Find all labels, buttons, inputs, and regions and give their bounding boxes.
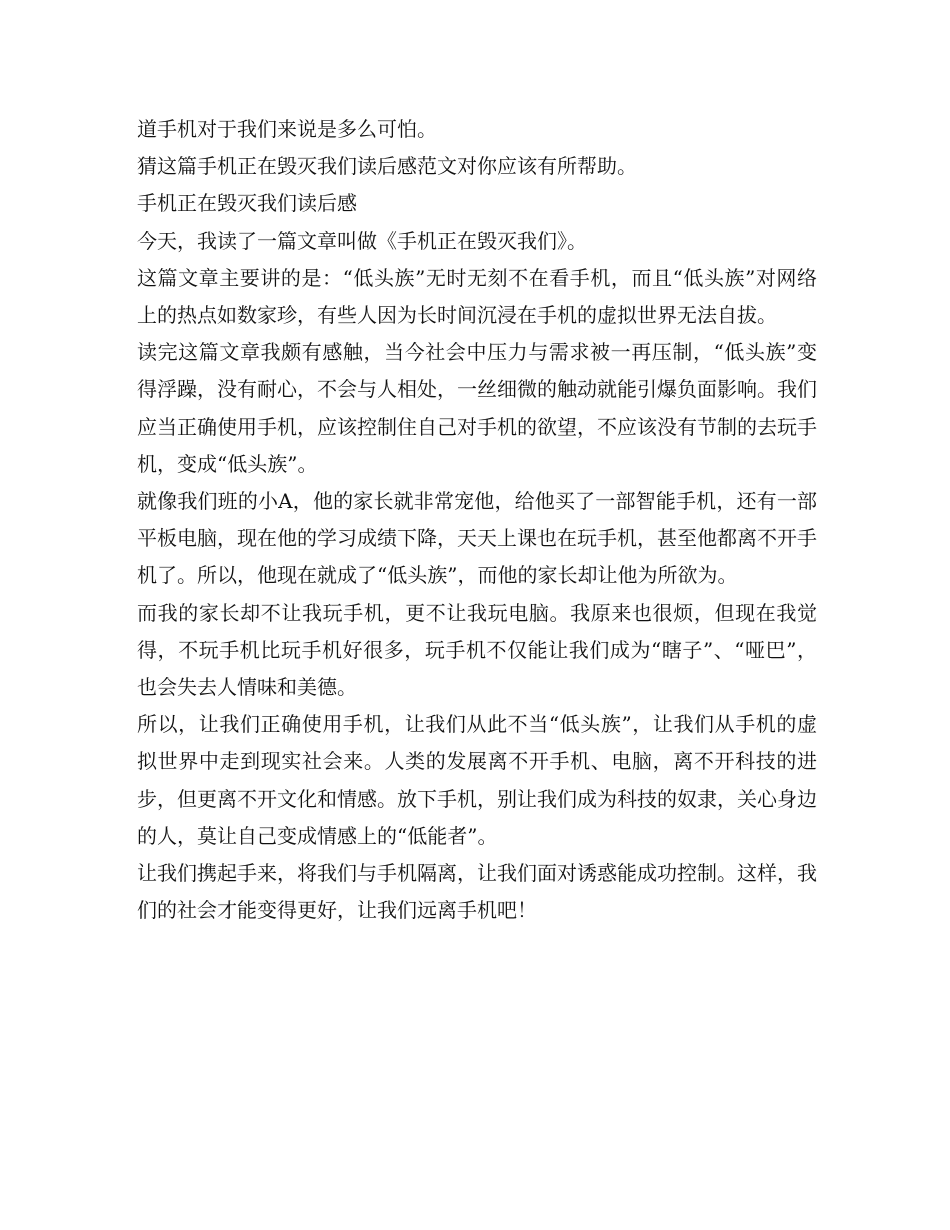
paragraph-5: 这篇文章主要讲的是：“低头族”无时无刻不在看手机，而且“低头族”对网络上的热点如数家珍，有些人因为长时间沉浸在手机的虚拟世界无法自拔。	[137, 265, 817, 328]
paragraph-6: 读完这篇文章我颇有感触，当今社会中压力与需求被一再压制，“低头族”变得浮躁，没有耐心，不会与人相处，一丝细微的触动就能引爆负面影响。我们应当正确使用手机，应该控制住自己对手机的欲望，不应该没有节制的去玩手机，变成“低头族”。	[137, 340, 817, 476]
paragraph-10: 让我们携起手来，将我们与手机隔离，让我们面对诱惑能成功控制。这样，我们的社会才能变得更好，让我们远离手机吧！	[137, 861, 817, 923]
article-title: 手机正在毁灭我们读后感	[137, 191, 357, 216]
paragraph-7: 就像我们班的小A，他的家长就非常宠他，给他买了一部智能手机，还有一部平板电脑，现在他的学习成绩下降，天天上课也在玩手机，甚至他都离不开手机了。所以，他现在就成了“低头族”，而他的家长却让他为所欲为。	[137, 489, 817, 588]
paragraph-2: 猜这篇手机正在毁灭我们读后感范文对你应该有所帮助。	[137, 154, 637, 179]
paragraph-4: 今天，我读了一篇文章叫做《手机正在毁灭我们》。	[137, 228, 587, 253]
document-body	[137, 111, 817, 929]
paragraph-1: 道手机对于我们来说是多么可怕。	[137, 117, 437, 141]
paragraph-9: 所以，让我们正确使用手机，让我们从此不当“低头族”，让我们从手机的虚拟世界中走到现实社会来。人类的发展离不开手机、电脑，离不开科技的进步，但更离不开文化和情感。放下手机，别让我们成为科技的奴隶，关心身边的人，莫让自己变成情感上的“低能者”。	[137, 712, 817, 848]
paragraph-8: 而我的家长却不让我玩手机，更不让我玩电脑。我原来也很烦，但现在我觉得，不玩手机比玩手机好很多，玩手机不仅能让我们成为“瞎子”、“哑巴”，也会失去人情味和美德。	[137, 600, 817, 700]
